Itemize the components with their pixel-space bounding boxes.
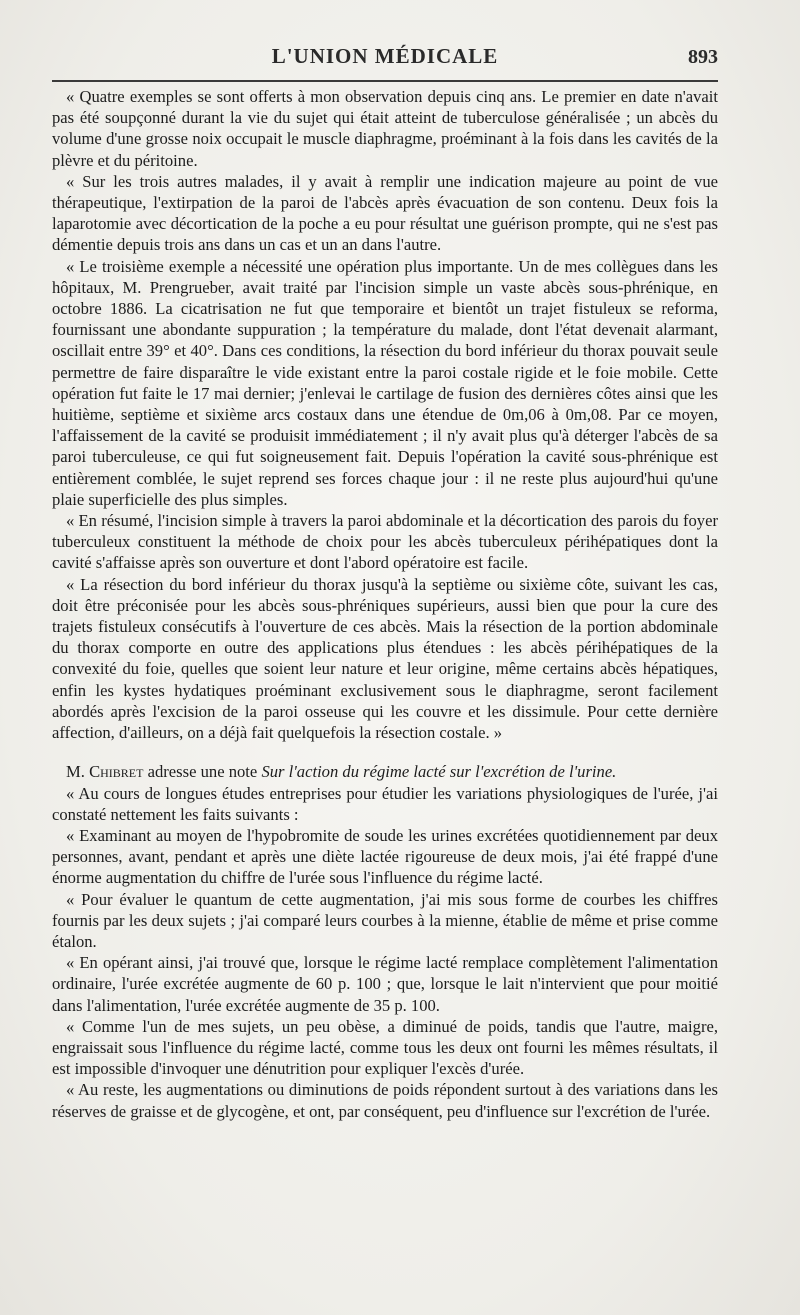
note-middle: adresse une note	[143, 762, 262, 782]
note-title: Sur l'action du régime lacté sur l'excrétion de l'urine.	[261, 762, 617, 782]
note-announcement	[52, 761, 718, 782]
note-author: Chibret	[89, 762, 144, 782]
note-prefix: M.	[66, 762, 90, 782]
paragraph: « Examinant au moyen de l'hypobromite de soude les urines excrétées quotidiennement par deux personnes, avant, pendant et après une diète lactée rigoureuse de deux mois, j'ai été frappé d'une énorme augmentation du chiffre de l'urée sous l'influence du régime lacté.	[52, 825, 718, 888]
header-rule	[52, 80, 718, 82]
page-header	[52, 38, 718, 78]
paragraph: « En résumé, l'incision simple à travers la paroi abdominale et la décortication des parois du foyer tuberculeux constituent la méthode de choix pour les abcès tuberculeux périhépatiques dont la cavité s'affaisse après son ouverture et dont l'abord opératoire est facile.	[52, 511, 718, 573]
paragraph: « La résection du bord inférieur du thorax jusqu'à la septième ou sixième côte, suivant les cas, doit être préconisée pour les abcès sous-phréniques supérieurs, aussi bien que pour la cure des trajets fistuleux consécutifs à l'ouverture de ces abcès. Mais la résection de la portion abdominale du thorax comporte en outre des applications plus étendues : les abcès périhépatiques de la convexité du foie, quelles que soient leur nature et leur origine, même certains abcès hépatiques, enfin les kystes hydatiques proéminant exclusivement sous le diaphragme, seront facilement abordés après l'excision de la paroi osseuse qui les couvre et les dissimule. Pour cette dernière affection, d'ailleurs, on a déjà fait quelquefois la résection costale. »	[52, 574, 718, 743]
paragraph: « Pour évaluer le quantum de cette augmentation, j'ai mis sous forme de courbes les chiffres fournis par les deux sujets ; j'ai comparé leurs courbes à la mienne, établie de même et prise comme étalon.	[52, 889, 718, 951]
paragraph: « Sur les trois autres malades, il y avait à remplir une indication majeure au point de vue thérapeutique, l'extirpation de la paroi de l'abcès après évacuation de son contenu. Deux fois la laparotomie avec décortication de la poche a eu pour résultat une guérison prompte, qui ne s'est pas démentie depuis trois ans dans un cas et un an dans l'autre.	[52, 171, 718, 255]
running-title: L'UNION MÉDICALE	[271, 44, 499, 68]
paragraph: « Au cours de longues études entreprises pour étudier les variations physiologiques de l'urée, j'ai constaté nettement les faits suivants :	[52, 783, 718, 824]
paragraph: « Comme l'un de mes sujets, un peu obèse, a diminué de poids, tandis que l'autre, maigre, engraissait sous l'influence du régime lacté, comme tous les deux ont fourni les mêmes résultats, il est impossible d'invoquer une dénutrition pour expliquer l'excès d'urée.	[52, 1016, 718, 1079]
paragraph: « Quatre exemples se sont offerts à mon observation depuis cinq ans. Le premier en date n'avait pas été soupçonné durant la vie du sujet qui était atteint de tuberculose généralisée ; un abcès du volume d'une grosse noix occupait le muscle diaphragme, proéminant à la fois dans les cavités de la plèvre et du péritoine.	[52, 87, 718, 170]
article-body	[52, 86, 718, 1122]
page-number: 893	[688, 46, 718, 68]
paragraph: « Le troisième exemple a nécessité une opération plus importante. Un de mes collègues dans les hôpitaux, M. Prengrueber, avait traité par l'incision simple un vaste abcès sous-phrénique, en octobre 1886. La cicatrisation ne fut que temporaire et bientôt un trajet fistuleux se reforma, fournissant une abondante suppuration ; la température du malade, dont l'état devenait alarmant, oscillait entre 39° et 40°. Dans ces conditions, la résection du bord inférieur du thorax pouvait seule permettre de faire disparaître le vide existant entre la paroi costale rigide et le foie mobile. Cette opération fut faite le 17 mai dernier; j'enlevai le cartilage de fusion des dernières côtes ainsi que les huitième, septième et sixième arcs costaux dans une étendue de 0m,06 à 0m,08. Par ce moyen, l'affaissement de la cavité se produisit immédiatement ; il n'y avait plus qu'à déterger l'abcès de sa paroi tuberculeuse, ce qui fut soigneusement fait. Depuis l'opération la cavité sous-phrénique est entièrement comblée, le sujet reprend ses forces chaque jour : il ne reste plus aujourd'hui qu'une plaie superficielle des plus simples.	[52, 256, 718, 509]
paragraph: « Au reste, les augmentations ou diminutions de poids répondent surtout à des variations dans les réserves de graisse et de glycogène, et ont, par conséquent, peu d'influence sur l'excrétion de l'urée.	[52, 1080, 718, 1121]
paragraph: « En opérant ainsi, j'ai trouvé que, lorsque le régime lacté remplace complètement l'alimentation ordinaire, l'urée excrétée augmente de 60 p. 100 ; que, lorsque le lait n'intervient que pour moitié dans l'alimentation, l'urée excrétée augmente de 35 p. 100.	[52, 953, 718, 1015]
